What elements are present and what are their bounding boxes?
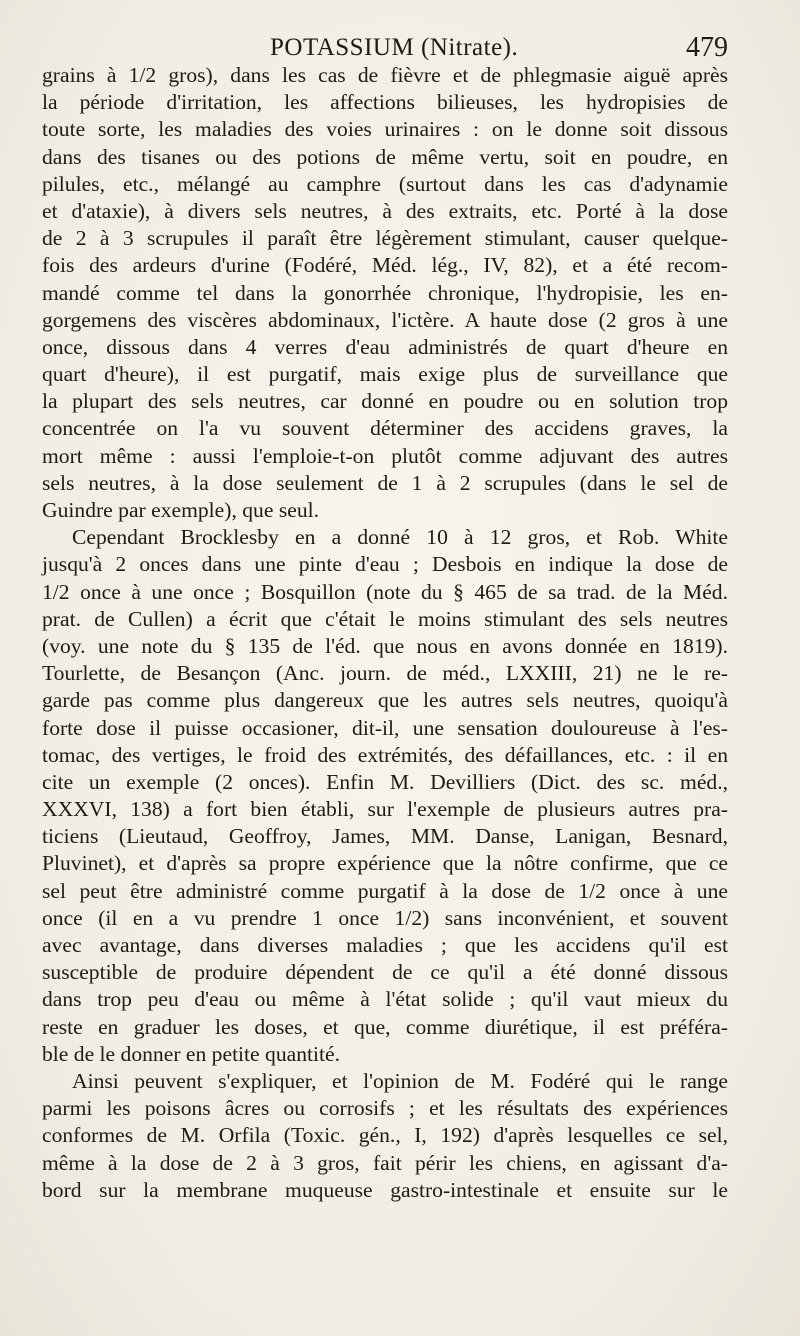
text-line: parmi les poisons âcres ou corrosifs ; et les résultats des expériences xyxy=(42,1096,728,1121)
text-line: dans des tisanes ou des potions de même vertu, soit en poudre, en xyxy=(42,144,728,169)
text-line: fois des ardeurs d'urine (Fodéré, Méd. lég., IV, 82), et a été recom- xyxy=(42,253,728,278)
text-line: grains à 1/2 gros), dans les cas de fièvre et de phlegmasie aiguë après xyxy=(42,63,728,87)
text-line: la plupart des sels neutres, car donné en poudre ou en solution trop xyxy=(42,389,728,414)
text-line: tomac, des vertiges, le froid des extrémités, des défaillances, etc. : il en xyxy=(42,742,728,767)
text-line: cite un exemple (2 onces). Enfin M. Devilliers (Dict. des sc. méd., xyxy=(42,769,728,794)
text-line: sel peut être administré comme purgatif à la dose de 1/2 once à une xyxy=(42,878,728,903)
text-line: forte dose il puisse occasioner, dit-il, une sensation douloureuse à l'es- xyxy=(42,715,728,740)
text-line: la période d'irritation, les affections bilieuses, les hydropisies de xyxy=(42,90,728,115)
text-line: gorgemens des viscères abdominaux, l'ictère. A haute dose (2 gros à une xyxy=(42,307,728,332)
text-line: sels neutres, à la dose seulement de 1 à 2 scrupules (dans le sel de xyxy=(42,470,728,495)
text-line: susceptible de produire dépendent de ce qu'il a été donné dissous xyxy=(42,960,728,985)
text-line: toute sorte, les maladies des voies urinaires : on le donne soit dissous xyxy=(42,117,728,142)
text-line: concentrée on l'a vu souvent déterminer des accidens graves, la xyxy=(42,416,728,441)
paragraph-end-line: Guindre par exemple), que seul. xyxy=(42,498,320,522)
text-line: 1/2 once à une once ; Bosquillon (note du § 465 de sa trad. de la Méd. xyxy=(42,579,728,604)
page-number: 479 xyxy=(686,32,728,63)
text-line: dans trop peu d'eau ou même à l'état solide ; qu'il vaut mieux du xyxy=(42,987,728,1012)
text-line: XXXVI, 138) a fort bien établi, sur l'exemple de plusieurs autres pra- xyxy=(42,797,728,822)
text-line: de 2 à 3 scrupules il paraît être légèrement stimulant, causer quelque- xyxy=(42,226,728,251)
text-line: once, dissous dans 4 verres d'eau administrés de quart d'heure en xyxy=(42,334,728,359)
text-line: bord sur la membrane muqueuse gastro-intestinale et ensuite sur le xyxy=(42,1177,728,1202)
text-line: mandé comme tel dans la gonorrhée chronique, l'hydropisie, les en- xyxy=(42,280,728,305)
text-line: (voy. une note du § 135 de l'éd. que nous en avons donnée en 1819). xyxy=(42,633,728,658)
text-line: avec avantage, dans diverses maladies ; que les accidens qu'il est xyxy=(42,933,728,957)
text-line: même à la dose de 2 à 3 gros, fait périr les chiens, en agissant d'a- xyxy=(42,1150,728,1175)
paragraph-end-line: ble de le donner en petite quantité. xyxy=(42,1041,341,1066)
text-line: mort même : aussi l'emploie-t-on plutôt comme adjuvant des autres xyxy=(42,443,728,468)
text-line: reste en graduer les doses, et que, comme diurétique, il est préféra- xyxy=(42,1014,728,1039)
running-head xyxy=(0,30,800,66)
text-line: garde pas comme plus dangereux que les autres sels neutres, quoiqu'à xyxy=(42,688,728,713)
text-line: conformes de M. Orfila (Toxic. gén., I, 192) d'après lesquelles ce sel, xyxy=(42,1123,728,1148)
text-line: Tourlette, de Besançon (Anc. journ. de méd., LXXIII, 21) ne le re- xyxy=(42,661,728,686)
running-head-title: POTASSIUM (Nitrate). xyxy=(270,34,519,61)
text-line: pilules, etc., mélangé au camphre (surtout dans les cas d'adynamie xyxy=(42,171,728,196)
paragraph-start-line: Cependant Brocklesby en a donné 10 à 12 gros, et Rob. White xyxy=(72,525,728,550)
text-line: et d'ataxie), à divers sels neutres, à des extraits, etc. Porté à la dose xyxy=(42,198,728,223)
text-line: once (il en a vu prendre 1 once 1/2) sans inconvénient, et souvent xyxy=(42,905,728,930)
text-line: prat. de Cullen) a écrit que c'était le moins stimulant des sels neutres xyxy=(42,606,728,631)
paragraph-start-line: Ainsi peuvent s'expliquer, et l'opinion de M. Fodéré qui le range xyxy=(72,1068,728,1093)
text-line: Pluvinet), et d'après sa propre expérience que la nôtre confirme, que ce xyxy=(42,851,728,876)
body-text xyxy=(42,62,728,1204)
text-line: ticiens (Lieutaud, Geoffroy, James, MM. Danse, Lanigan, Besnard, xyxy=(42,824,728,849)
text-line: quart d'heure), il est purgatif, mais exige plus de surveillance que xyxy=(42,362,728,387)
text-line: jusqu'à 2 onces dans une pinte d'eau ; Desbois en indique la dose de xyxy=(42,552,728,577)
